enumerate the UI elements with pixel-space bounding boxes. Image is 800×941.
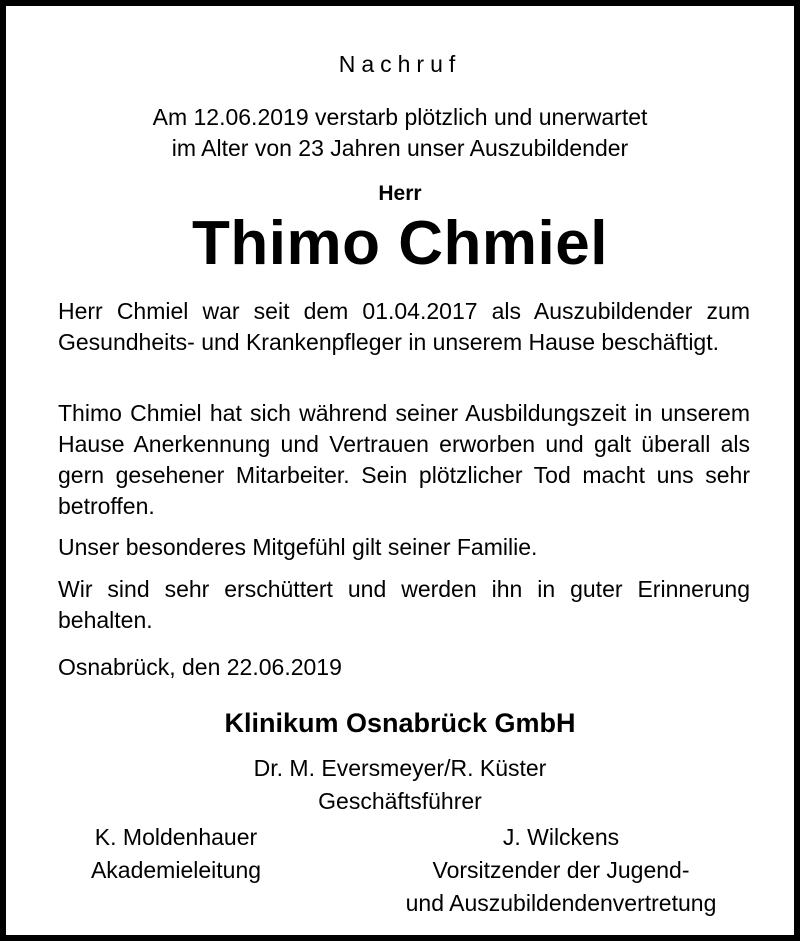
signature-left bbox=[58, 821, 294, 887]
paragraph-memory bbox=[58, 574, 750, 636]
paragraph-condolence bbox=[58, 532, 750, 563]
paragraph-text: Herr Chmiel war seit dem 01.04.2017 als Auszubildender zum Gesundheits- und Krankenpfleger in unserem Hause beschäftigt. bbox=[58, 298, 750, 355]
signature-right bbox=[378, 821, 744, 920]
deceased-name: Thimo Chmiel bbox=[192, 209, 608, 278]
signer-title: Vorsitzender der Jugend- bbox=[432, 857, 690, 883]
directors-block bbox=[6, 752, 794, 818]
paragraph-employment bbox=[58, 296, 750, 358]
paragraph-text: Wir sind sehr erschüttert und werden ihn in guter Erinnerung behalten. bbox=[58, 576, 750, 633]
directors-title: Geschäftsführer bbox=[318, 788, 482, 814]
paragraph-text: Unser besonderes Mitgefühl gilt seiner Familie. bbox=[58, 534, 538, 560]
place-date: Osnabrück, den 22.06.2019 bbox=[58, 654, 342, 680]
signer-title: und Auszubildendenvertretung bbox=[405, 890, 717, 916]
signer-name: J. Wilckens bbox=[502, 824, 620, 850]
intro-line: Am 12.06.2019 verstarb plötzlich und unerwartet bbox=[152, 104, 648, 130]
intro-line: im Alter von 23 Jahren unser Auszubildender bbox=[171, 135, 629, 161]
directors-names: Dr. M. Eversmeyer/R. Küster bbox=[253, 755, 547, 781]
salutation: Herr bbox=[378, 182, 422, 205]
organization-name: Klinikum Osnabrück GmbH bbox=[224, 708, 576, 738]
signer-name: K. Moldenhauer bbox=[94, 824, 258, 850]
notice-heading: Nachruf bbox=[338, 51, 462, 77]
paragraph-text: Thimo Chmiel hat sich während seiner Ausbildungszeit in unserem Hause Anerkennung und Vertrauen erworben und galt überall als gern gesehener Mitarbeiter. Sein plötzlicher Tod macht uns sehr betroffen. bbox=[58, 400, 750, 519]
signer-title: Akademieleitung bbox=[90, 857, 262, 883]
intro-text bbox=[6, 102, 794, 164]
paragraph-tribute bbox=[58, 398, 750, 522]
